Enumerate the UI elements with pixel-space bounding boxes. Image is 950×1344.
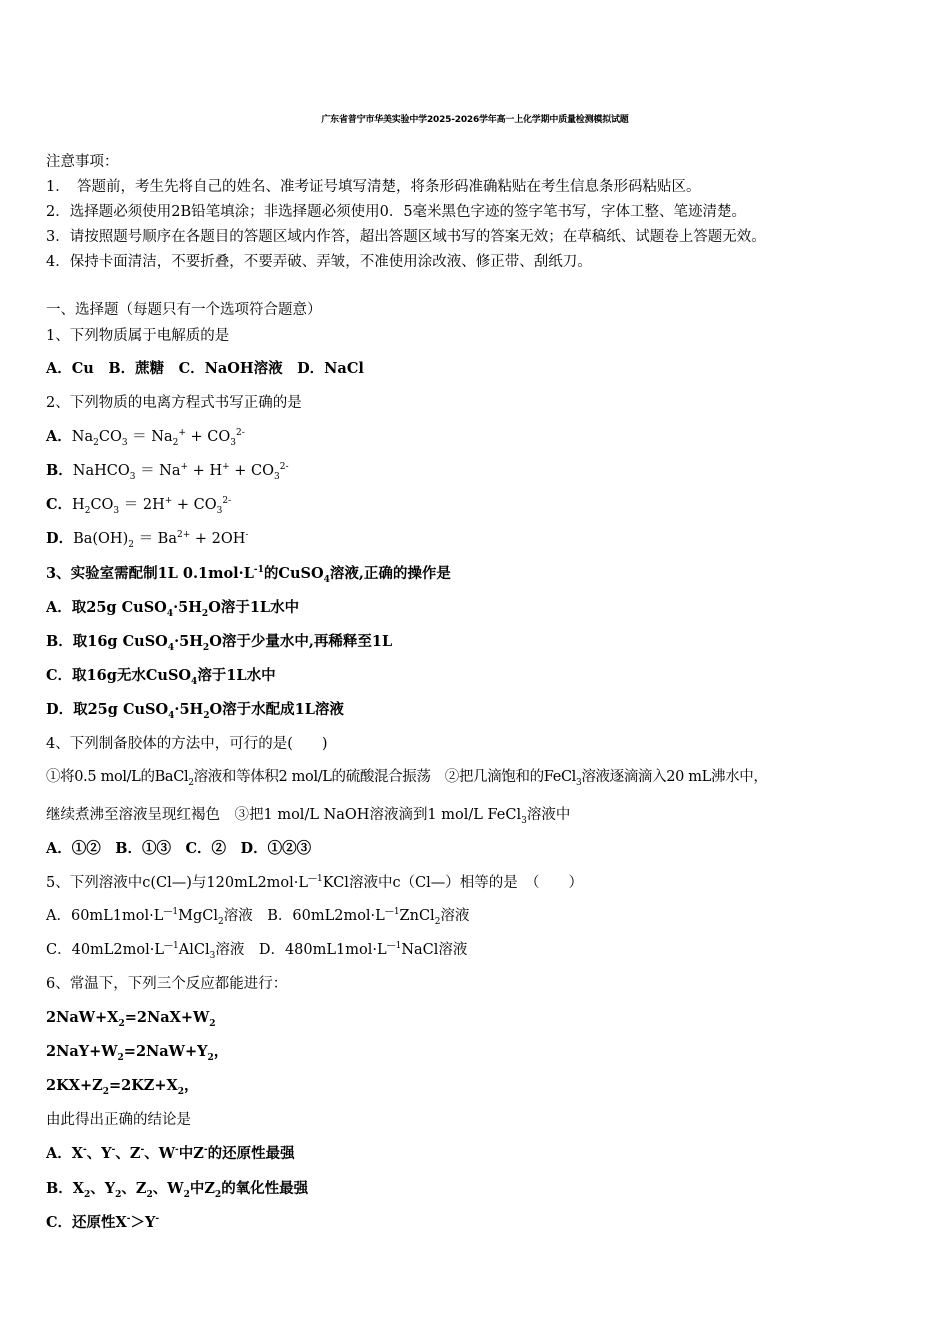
q3-option-d: D．取25g $CuSO_4\cdot 5H_2O$溶于水配成1L溶液 (46, 701, 344, 721)
q6-stem: 6、常温下，下列三个反应都能进行： (46, 976, 288, 992)
q4-stem: 4、下列制备胶体的方法中，可行的是( ) (46, 736, 328, 752)
notice-item-4: 4．保持卡面清洁，不要折叠，不要弄破、弄皱，不准使用涂改液、修正带、刮纸刀。 (46, 254, 592, 270)
q6-option-c: C．还原性X-＞Y- (46, 1214, 160, 1231)
q2-stem: 2、下列物质的电离方程式书写正确的是 (46, 395, 302, 411)
q3-stem: 3、实验室需配制1L $0.1mol\cdot L^{-1}$的CuSO$_4$溶液,正确的操作是 (46, 565, 451, 585)
q6-conclusion: 由此得出正确的结论是 (46, 1112, 191, 1128)
q4-line-2: 继续煮沸至溶液呈现红褐色 ③把1 mol/L NaOH溶液滴到1 mol/L FeCl$_3$溶液中 (46, 807, 571, 826)
section-heading: 一、选择题（每题只有一个选项符合题意） (46, 302, 322, 318)
q6-reaction-1: $2NaW+X_2=2NaX+W_2$ (46, 1009, 216, 1029)
notice-item-2: 2．选择题必须使用2B铅笔填涂；非选择题必须使用0．5毫米黑色字迹的签字笔书写，字体工整、笔迹清楚。 (46, 204, 747, 220)
q5-options-ab: A．$60mL1mol\cdot L^{—1}MgCl_2$溶液 B．$60mL2mol\cdot L^{—1}ZnCl_2$溶液 (46, 907, 470, 927)
q6-option-b: B．$X_2$、$Y_2$、$Z_2$、$W_2$中$Z_2$的氧化性最强 (46, 1180, 309, 1200)
q2-option-c: C．$H_2CO_3 = 2H^+ + CO_3^{2-}$ (46, 496, 232, 516)
q6-option-a: A．X-、Y-、Z-、W-中Z-的还原性最强 (46, 1145, 295, 1162)
q4-line-1: ①将0.5 mol/L的BaCl$_2$溶液和等体积2 mol/L的硫酸混合振荡 ②把几滴饱和的FeCl$_3$溶液逐滴滴入20 mL沸水中， (46, 769, 768, 788)
q5-options-cd: C．$40mL2mol\cdot L^{—1}AlCl_3$溶液 D．$480mL1mol\cdot L^{—1}NaCl$溶液 (46, 941, 468, 961)
q2-option-d: D．$Ba(OH)_2 = Ba^{2+} + 2OH^-$ (46, 530, 249, 550)
q5-stem: 5、下列溶液中c(Cl—)与$120mL2mol\cdot L^{—1}KCl$溶液中c（Cl—）相等的是 （ ） (46, 874, 584, 891)
notice-heading: 注意事项： (46, 154, 119, 170)
q2-option-a: A．$Na_2CO_3 = Na_2^+ + CO_3^{2-}$ (46, 428, 245, 448)
q1-options: A．Cu B．蔗糖 C．NaOH溶液 D．NaCl (46, 360, 364, 377)
q4-options: A．①② B．①③ C．② D．①②③ (46, 840, 312, 857)
q3-option-b: B．取16g $CuSO_4\cdot 5H_2O$溶于少量水中,再稀释至1L (46, 633, 393, 653)
q3-option-c: C．取16g无水CuSO$_4$溶于1L水中 (46, 667, 276, 687)
q1-stem: 1、下列物质属于电解质的是 (46, 328, 230, 344)
page-title: 广东省普宁市华美实验中学2025-2026学年高一上化学期中质量检测模拟试题 (321, 115, 629, 125)
q6-reaction-3: $2KX+Z_2=2KZ+X_2$， (46, 1077, 199, 1097)
q3-option-a: A．取25g $CuSO_4\cdot 5H_2O$溶于1L水中 (46, 599, 300, 619)
notice-item-3: 3．请按照题号顺序在各题目的答题区域内作答，超出答题区域书写的答案无效；在草稿纸、试题卷上答题无效。 (46, 229, 766, 245)
notice-item-1: 1． 答题前，考生先将自己的姓名、准考证号填写清楚，将条形码准确粘贴在考生信息条形码粘贴区。 (46, 179, 701, 195)
q2-option-b: B．NaHCO$_3$ ＝ $Na^+ + H^+ + CO_3^{2-}$ (46, 462, 289, 482)
q6-reaction-2: $2NaY+W_2=2NaW+Y_2$， (46, 1043, 229, 1063)
